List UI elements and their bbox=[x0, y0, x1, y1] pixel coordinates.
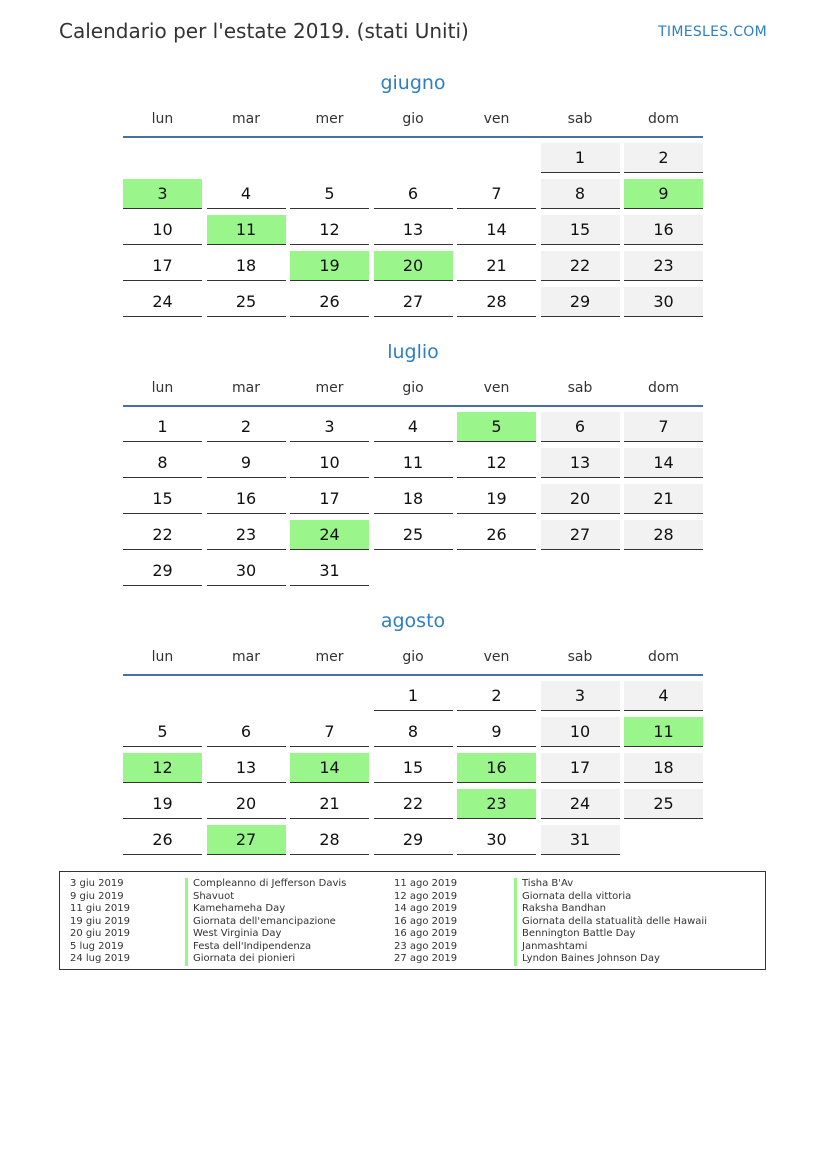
day-cell: 22 bbox=[374, 789, 453, 819]
legend-date: 16 ago 2019 bbox=[394, 915, 458, 927]
holiday-day-cell: 24 bbox=[290, 520, 369, 550]
empty-day-cell bbox=[457, 143, 536, 173]
weekday-label: gio bbox=[402, 380, 424, 396]
day-cell: 6 bbox=[374, 179, 453, 209]
day-cell: 29 bbox=[541, 287, 620, 317]
day-cell: 5 bbox=[290, 179, 369, 209]
month-giugno bbox=[123, 68, 703, 323]
empty-day-cell bbox=[123, 143, 202, 173]
day-cell: 28 bbox=[624, 520, 703, 550]
legend-dates-left bbox=[70, 878, 130, 966]
day-cell: 21 bbox=[457, 251, 536, 281]
legend-date: 5 lug 2019 bbox=[70, 940, 124, 952]
day-cell: 14 bbox=[457, 215, 536, 245]
weekday-header bbox=[123, 106, 703, 136]
legend-date: 23 ago 2019 bbox=[394, 940, 458, 952]
header-rule bbox=[123, 674, 703, 676]
legend-holiday-name: Janmashtami bbox=[514, 941, 707, 954]
day-cell: 11 bbox=[374, 448, 453, 478]
empty-day-cell bbox=[457, 556, 536, 586]
legend-date: 19 giu 2019 bbox=[70, 915, 130, 927]
day-cell: 25 bbox=[624, 789, 703, 819]
empty-day-cell bbox=[624, 556, 703, 586]
holiday-day-cell: 11 bbox=[624, 717, 703, 747]
day-cell: 17 bbox=[123, 251, 202, 281]
month-name: giugno bbox=[380, 72, 446, 94]
week-row bbox=[123, 251, 703, 287]
weekday-label: ven bbox=[483, 380, 510, 396]
week-row bbox=[123, 484, 703, 520]
legend-date: 11 ago 2019 bbox=[394, 878, 458, 889]
day-cell: 27 bbox=[374, 287, 453, 317]
week-row bbox=[123, 681, 703, 717]
week-row bbox=[123, 789, 703, 825]
legend-dates-right bbox=[394, 878, 457, 966]
header-rule bbox=[123, 136, 703, 138]
legend-names-left bbox=[185, 878, 346, 966]
weekday-label: dom bbox=[647, 649, 680, 665]
day-cell: 17 bbox=[290, 484, 369, 514]
legend-holiday-name: Shavuot bbox=[185, 891, 346, 904]
legend-holiday-name: Kamehameha Day bbox=[185, 903, 346, 916]
empty-day-cell bbox=[207, 681, 286, 711]
weekday-label: dom bbox=[647, 111, 680, 127]
weekday-label: mer bbox=[315, 380, 344, 396]
day-cell: 6 bbox=[207, 717, 286, 747]
legend-date: 24 lug 2019 bbox=[70, 953, 130, 964]
day-cell: 2 bbox=[207, 412, 286, 442]
day-cell: 24 bbox=[123, 287, 202, 317]
day-cell: 1 bbox=[123, 412, 202, 442]
day-grid bbox=[123, 681, 703, 861]
holiday-day-cell: 12 bbox=[123, 753, 202, 783]
empty-day-cell bbox=[123, 681, 202, 711]
week-row bbox=[123, 448, 703, 484]
holiday-day-cell: 11 bbox=[207, 215, 286, 245]
brand-link[interactable]: TIMESLES.COM bbox=[658, 24, 767, 40]
day-cell: 8 bbox=[374, 717, 453, 747]
empty-day-cell bbox=[290, 681, 369, 711]
legend-holiday-name: West Virginia Day bbox=[185, 928, 346, 941]
day-cell: 28 bbox=[290, 825, 369, 855]
legend-holiday-name: Giornata della vittoria bbox=[514, 891, 707, 904]
day-cell: 4 bbox=[374, 412, 453, 442]
day-cell: 22 bbox=[123, 520, 202, 550]
empty-day-cell bbox=[541, 556, 620, 586]
holiday-day-cell: 14 bbox=[290, 753, 369, 783]
legend-date: 11 giu 2019 bbox=[70, 903, 130, 914]
day-cell: 25 bbox=[374, 520, 453, 550]
day-cell: 3 bbox=[290, 412, 369, 442]
day-cell: 8 bbox=[541, 179, 620, 209]
day-cell: 26 bbox=[457, 520, 536, 550]
holiday-day-cell: 20 bbox=[374, 251, 453, 281]
day-cell: 25 bbox=[207, 287, 286, 317]
day-cell: 9 bbox=[457, 717, 536, 747]
day-cell: 5 bbox=[123, 717, 202, 747]
weekday-label: gio bbox=[402, 649, 424, 665]
legend-holiday-name: Giornata della statualità delle Hawaii bbox=[514, 916, 707, 929]
legend-date: 3 giu 2019 bbox=[70, 878, 124, 889]
day-cell: 12 bbox=[457, 448, 536, 478]
day-cell: 2 bbox=[457, 681, 536, 711]
day-cell: 26 bbox=[290, 287, 369, 317]
day-cell: 19 bbox=[123, 789, 202, 819]
legend-holiday-name: Giornata dell'emancipazione bbox=[185, 916, 346, 929]
day-cell: 21 bbox=[624, 484, 703, 514]
day-cell: 31 bbox=[541, 825, 620, 855]
holiday-day-cell: 23 bbox=[457, 789, 536, 819]
day-cell: 17 bbox=[541, 753, 620, 783]
legend-holiday-name: Giornata dei pionieri bbox=[185, 953, 346, 966]
day-cell: 13 bbox=[374, 215, 453, 245]
legend-holiday-name: Bennington Battle Day bbox=[514, 928, 707, 941]
week-row bbox=[123, 412, 703, 448]
week-row bbox=[123, 717, 703, 753]
empty-day-cell bbox=[374, 556, 453, 586]
weekday-header bbox=[123, 644, 703, 674]
weekday-label: lun bbox=[151, 111, 174, 127]
empty-day-cell bbox=[624, 825, 703, 855]
day-cell: 9 bbox=[207, 448, 286, 478]
day-cell: 30 bbox=[457, 825, 536, 855]
day-cell: 8 bbox=[123, 448, 202, 478]
day-cell: 18 bbox=[624, 753, 703, 783]
day-cell: 1 bbox=[541, 143, 620, 173]
legend-holiday-name: Compleanno di Jefferson Davis bbox=[185, 878, 346, 891]
day-cell: 29 bbox=[123, 556, 202, 586]
holiday-day-cell: 16 bbox=[457, 753, 536, 783]
day-cell: 1 bbox=[374, 681, 453, 711]
weekday-label: mar bbox=[232, 649, 260, 665]
week-row bbox=[123, 520, 703, 556]
weekday-label: lun bbox=[151, 649, 174, 665]
legend-date: 12 ago 2019 bbox=[394, 890, 458, 902]
day-cell: 27 bbox=[541, 520, 620, 550]
month-agosto bbox=[123, 606, 703, 861]
holiday-day-cell: 19 bbox=[290, 251, 369, 281]
day-cell: 10 bbox=[123, 215, 202, 245]
day-cell: 23 bbox=[624, 251, 703, 281]
day-cell: 22 bbox=[541, 251, 620, 281]
day-cell: 13 bbox=[207, 753, 286, 783]
empty-day-cell bbox=[290, 143, 369, 173]
weekday-label: ven bbox=[483, 111, 510, 127]
day-cell: 29 bbox=[374, 825, 453, 855]
day-cell: 23 bbox=[207, 520, 286, 550]
weekday-header bbox=[123, 375, 703, 405]
weekday-label: mar bbox=[232, 111, 260, 127]
weekday-label: gio bbox=[402, 111, 424, 127]
legend-date: 27 ago 2019 bbox=[394, 953, 458, 964]
weekday-label: sab bbox=[567, 380, 593, 396]
day-cell: 12 bbox=[290, 215, 369, 245]
day-cell: 20 bbox=[207, 789, 286, 819]
legend-date: 14 ago 2019 bbox=[394, 903, 458, 914]
week-row bbox=[123, 215, 703, 251]
day-cell: 10 bbox=[541, 717, 620, 747]
day-cell: 24 bbox=[541, 789, 620, 819]
day-cell: 10 bbox=[290, 448, 369, 478]
holiday-day-cell: 5 bbox=[457, 412, 536, 442]
day-grid bbox=[123, 143, 703, 323]
legend-date: 16 ago 2019 bbox=[394, 928, 458, 939]
day-cell: 4 bbox=[207, 179, 286, 209]
week-row bbox=[123, 825, 703, 861]
month-luglio bbox=[123, 337, 703, 592]
holiday-day-cell: 27 bbox=[207, 825, 286, 855]
legend-holiday-name: Tisha B'Av bbox=[514, 878, 707, 891]
holiday-day-cell: 3 bbox=[123, 179, 202, 209]
header-rule bbox=[123, 405, 703, 407]
weekday-label: mer bbox=[315, 649, 344, 665]
week-row bbox=[123, 556, 703, 592]
day-cell: 2 bbox=[624, 143, 703, 173]
day-cell: 18 bbox=[374, 484, 453, 514]
week-row bbox=[123, 143, 703, 179]
weekday-label: sab bbox=[567, 111, 593, 127]
weekday-label: lun bbox=[151, 380, 174, 396]
day-cell: 28 bbox=[457, 287, 536, 317]
day-cell: 15 bbox=[123, 484, 202, 514]
week-row bbox=[123, 753, 703, 789]
day-cell: 15 bbox=[541, 215, 620, 245]
day-cell: 13 bbox=[541, 448, 620, 478]
weekday-label: sab bbox=[567, 649, 593, 665]
day-cell: 26 bbox=[123, 825, 202, 855]
month-name: agosto bbox=[380, 610, 446, 632]
empty-day-cell bbox=[374, 143, 453, 173]
weekday-label: ven bbox=[483, 649, 510, 665]
day-cell: 4 bbox=[624, 681, 703, 711]
day-cell: 14 bbox=[624, 448, 703, 478]
holiday-legend bbox=[59, 871, 766, 970]
day-cell: 21 bbox=[290, 789, 369, 819]
legend-date: 20 giu 2019 bbox=[70, 928, 130, 939]
weekday-label: mer bbox=[315, 111, 344, 127]
week-row bbox=[123, 179, 703, 215]
day-cell: 30 bbox=[624, 287, 703, 317]
day-cell: 3 bbox=[541, 681, 620, 711]
day-cell: 15 bbox=[374, 753, 453, 783]
day-cell: 30 bbox=[207, 556, 286, 586]
empty-day-cell bbox=[207, 143, 286, 173]
day-cell: 7 bbox=[624, 412, 703, 442]
day-cell: 16 bbox=[207, 484, 286, 514]
day-cell: 7 bbox=[290, 717, 369, 747]
legend-holiday-name: Lyndon Baines Johnson Day bbox=[514, 953, 707, 966]
day-grid bbox=[123, 412, 703, 592]
page-title: Calendario per l'estate 2019. (stati Uniti) bbox=[59, 19, 469, 43]
day-cell: 20 bbox=[541, 484, 620, 514]
legend-holiday-name: Festa dell'Indipendenza bbox=[185, 941, 346, 954]
day-cell: 19 bbox=[457, 484, 536, 514]
month-name: luglio bbox=[387, 341, 439, 363]
day-cell: 18 bbox=[207, 251, 286, 281]
weekday-label: dom bbox=[647, 380, 680, 396]
weekday-label: mar bbox=[232, 380, 260, 396]
day-cell: 7 bbox=[457, 179, 536, 209]
legend-holiday-name: Raksha Bandhan bbox=[514, 903, 707, 916]
week-row bbox=[123, 287, 703, 323]
day-cell: 31 bbox=[290, 556, 369, 586]
legend-date: 9 giu 2019 bbox=[70, 890, 124, 902]
holiday-day-cell: 9 bbox=[624, 179, 703, 209]
legend-names-right bbox=[514, 878, 707, 966]
day-cell: 6 bbox=[541, 412, 620, 442]
day-cell: 16 bbox=[624, 215, 703, 245]
